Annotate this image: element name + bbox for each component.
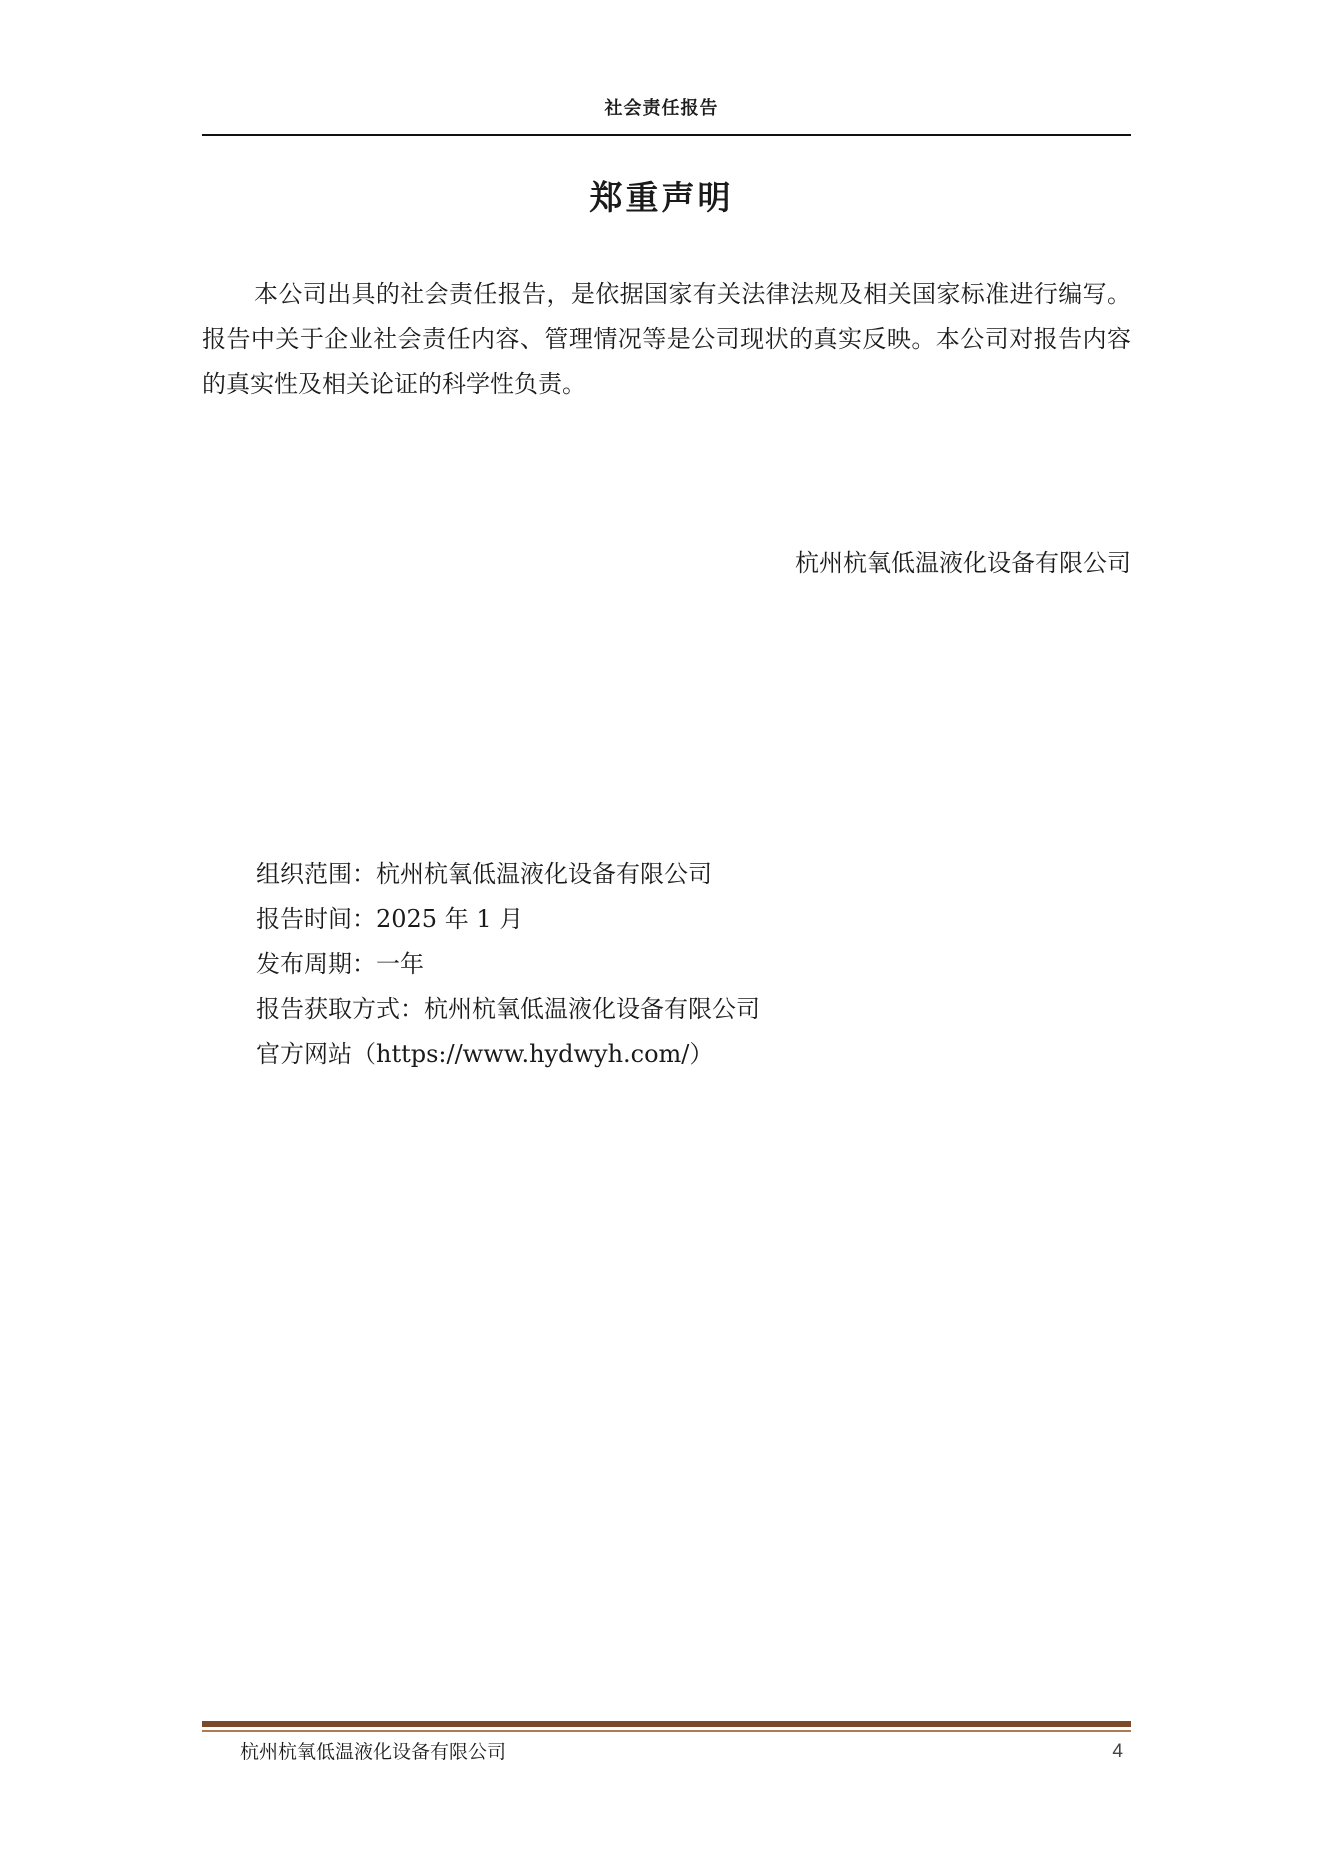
header-rule (202, 134, 1131, 136)
footer-company: 杭州杭氧低温液化设备有限公司 (240, 1741, 507, 1763)
report-meta (256, 852, 760, 1077)
meta-access-method: 报告获取方式：杭州杭氧低温液化设备有限公司 (256, 995, 760, 1023)
statement-paragraph: 本公司出具的社会责任报告，是依据国家有关法律法规及相关国家标准进行编写。报告中关于企业社会责任内容、管理情况等是公司现状的真实反映。本公司对报告内容的真实性及相关论证的科学性负责。 (202, 280, 1131, 398)
meta-release-cycle: 发布周期：一年 (256, 950, 424, 978)
meta-report-time: 报告时间：2025 年 1 月 (256, 905, 524, 933)
company-signature: 杭州杭氧低温液化设备有限公司 (795, 549, 1131, 577)
running-header: 社会责任报告 (604, 98, 719, 119)
meta-scope: 组织范围：杭州杭氧低温液化设备有限公司 (256, 860, 712, 888)
footer-rule-accent (202, 1730, 1131, 1732)
footer-rule (202, 1721, 1131, 1727)
page-title: 郑重声明 (589, 178, 734, 217)
page-number: 4 (1112, 1741, 1123, 1762)
meta-website: 官方网站（https://www.hydwyh.com/） (256, 1040, 714, 1068)
